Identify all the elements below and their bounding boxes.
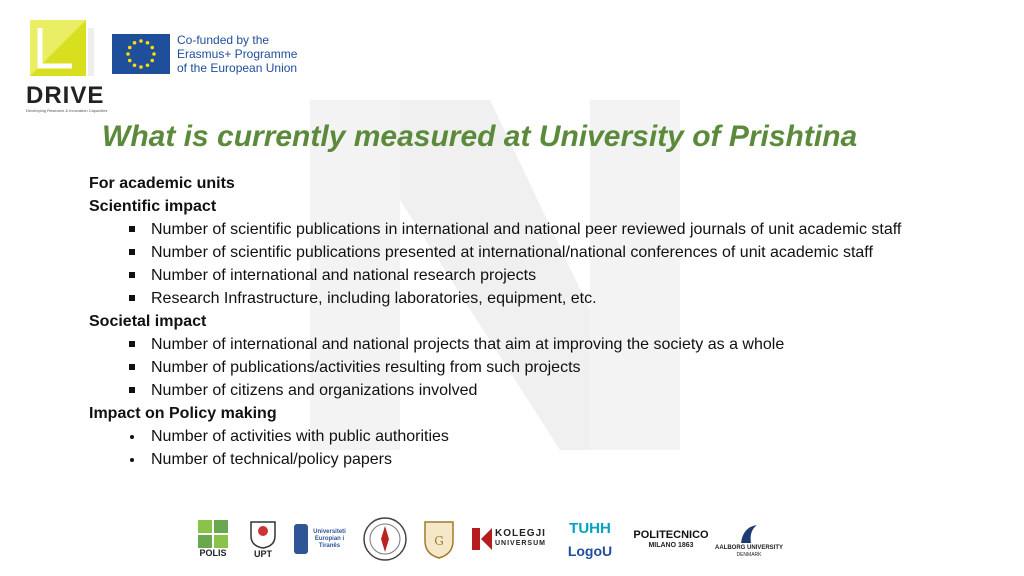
societal-impact-heading: Societal impact [89, 313, 207, 330]
shield-logo-icon [419, 515, 459, 563]
eu-flag-icon [112, 34, 170, 74]
politecnico-logo [631, 515, 711, 563]
scientific-impact-list [89, 218, 969, 310]
svg-text:G: G [434, 534, 444, 548]
list-item: Number of scientific publications in international and national peer reviewed journals of unit academic staff [151, 218, 969, 241]
tuhh-logo-text: TUHH [569, 520, 611, 537]
list-item: Number of international and national projects that aim at improving the society as a whole [151, 333, 969, 356]
polis-logo [195, 515, 231, 563]
upt-logo [245, 515, 281, 563]
utirana-logo [293, 515, 349, 563]
aalborg-logo [713, 515, 785, 565]
policy-impact-heading: Impact on Policy making [89, 405, 277, 422]
politecnico-logo-text: POLITECNICO [633, 528, 709, 541]
seal-logo-icon [361, 515, 409, 563]
polis-logo-text: POLIS [199, 548, 227, 558]
kolegji-logo [469, 515, 549, 563]
eu-text-line: of the European Union [177, 61, 298, 75]
scientific-impact-heading: Scientific impact [89, 198, 217, 215]
list-item: Number of international and national research projects [151, 264, 969, 287]
kolegji-logo-text: KOLEGJI [495, 528, 546, 539]
eu-text-line: Erasmus+ Programme [177, 47, 298, 61]
list-item: Research Infrastructure, including laboratories, equipment, etc. [151, 287, 969, 310]
utirana-logo-text: Universiteti Europian i Tiranës [313, 528, 346, 549]
slide-content [89, 172, 969, 471]
logou-logo-text: LogoU [567, 543, 613, 559]
kolegji-logo-subtext: UNIVERSUM [494, 540, 546, 547]
aalborg-logo-text: AALBORG UNIVERSITY [714, 544, 783, 551]
academic-units-heading: For academic units [89, 175, 235, 192]
list-item: Number of scientific publications presented at international/national conferences of unit academic staff [151, 241, 969, 264]
list-item: Number of citizens and organizations involved [151, 379, 969, 402]
drive-mark-icon [28, 18, 96, 80]
list-item: Number of technical/policy papers [151, 448, 969, 471]
eu-cofunding-text [177, 33, 297, 75]
drive-logo [24, 18, 108, 113]
drive-logo-text: DRIVE [26, 82, 105, 109]
upt-logo-text: UPT [254, 549, 272, 559]
tuhh-logou-logo [559, 515, 621, 565]
aalborg-logo-subtext: DENMARK [736, 551, 762, 558]
societal-impact-list [89, 333, 969, 402]
politecnico-logo-subtext: MILANO 1863 [648, 541, 694, 549]
eu-text-line: Co-funded by the [177, 33, 270, 47]
drive-logo-subtitle: Developing Research & Innovation Capacities [26, 108, 108, 113]
list-item: Number of publications/activities resulting from such projects [151, 356, 969, 379]
page-title: What is currently measured at University of Prishtina [102, 120, 858, 153]
list-item: Number of activities with public authorities [151, 425, 969, 448]
policy-impact-list [89, 425, 969, 471]
